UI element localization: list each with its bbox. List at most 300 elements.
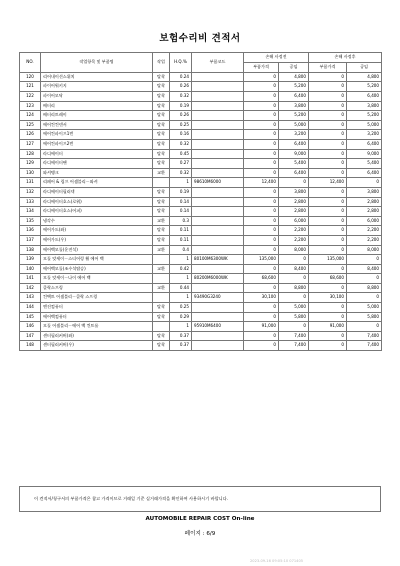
- row-after-parts: 0: [309, 120, 347, 130]
- row-after-parts: 30,100: [309, 293, 347, 303]
- row-work: 탈착: [153, 341, 170, 351]
- row-item: 와셔탱크: [41, 168, 153, 178]
- row-item: 냉각수: [41, 216, 153, 226]
- row-work: 탈착: [153, 72, 170, 82]
- row-hq: 0.19: [170, 187, 192, 197]
- row-hq: 1: [170, 322, 192, 332]
- row-item: 리페어 & 림프 어셈블리－와셔: [41, 178, 153, 188]
- row-before-parts: 135,000: [244, 255, 279, 265]
- table-row: [20, 226, 382, 236]
- row-hq: 0.26: [170, 111, 192, 121]
- row-before-labor: 0: [279, 255, 309, 265]
- header-hq: H.Q.%: [170, 53, 192, 73]
- table-row: [20, 293, 382, 303]
- row-no: 120: [20, 72, 41, 82]
- row-work: 교환: [153, 264, 170, 274]
- table-row: [20, 197, 382, 207]
- header-after-group: 손해 사정후: [309, 53, 382, 63]
- row-before-parts: 91,000: [244, 322, 279, 332]
- row-after-labor: 7,400: [347, 341, 382, 351]
- row-no: 126: [20, 130, 41, 140]
- row-before-parts: 0: [244, 264, 279, 274]
- row-hq: 0.32: [170, 139, 192, 149]
- table-row: [20, 187, 382, 197]
- row-before-parts: 0: [244, 92, 279, 102]
- row-before-parts: 0: [244, 120, 279, 130]
- row-code: [192, 216, 244, 226]
- row-before-labor: 6,400: [279, 139, 309, 149]
- row-code: [192, 312, 244, 322]
- row-before-parts: 0: [244, 139, 279, 149]
- row-code: 93490G3240: [192, 293, 244, 303]
- row-before-labor: 5,200: [279, 111, 309, 121]
- row-work: [153, 255, 170, 265]
- row-hq: 0.14: [170, 207, 192, 217]
- footer-title: AUTOMOBILE REPAIR COST On-line: [145, 516, 255, 522]
- table-row: [20, 168, 382, 178]
- row-before-parts: 0: [244, 111, 279, 121]
- row-hq: 0.4: [170, 245, 192, 255]
- timestamp-watermark: 2023-09-16 09:05:10 071405: [250, 559, 304, 563]
- row-before-parts: 0: [244, 72, 279, 82]
- row-code: [192, 303, 244, 313]
- header-no: NO.: [20, 53, 41, 73]
- row-after-labor: 7,400: [347, 331, 382, 341]
- row-after-labor: 8,800: [347, 283, 382, 293]
- row-after-labor: 0: [347, 274, 382, 284]
- row-before-labor: 5,400: [279, 159, 309, 169]
- row-before-parts: 0: [244, 149, 279, 159]
- row-after-parts: 0: [309, 245, 347, 255]
- row-item: 에어백모듈(운전석): [41, 245, 153, 255]
- row-work: 탈착: [153, 312, 170, 322]
- row-no: 135: [20, 216, 41, 226]
- row-no: 132: [20, 187, 41, 197]
- row-hq: 1: [170, 274, 192, 284]
- row-item: 에어컨파이프2번: [41, 139, 153, 149]
- row-hq: 0.19: [170, 101, 192, 111]
- table-row: [20, 130, 382, 140]
- row-before-labor: 5,200: [279, 82, 309, 92]
- row-work: [153, 178, 170, 188]
- row-no: 128: [20, 149, 41, 159]
- row-item: 에어백모듈(조수석탑승): [41, 264, 153, 274]
- row-after-labor: 8,400: [347, 264, 382, 274]
- row-no: 137: [20, 235, 41, 245]
- row-work: 탈착: [153, 111, 170, 121]
- row-after-labor: 6,400: [347, 92, 382, 102]
- row-code: [192, 159, 244, 169]
- row-code: [192, 120, 244, 130]
- row-before-labor: 0: [279, 274, 309, 284]
- row-after-parts: 0: [309, 331, 347, 341]
- row-item: 리어내이션스위치: [41, 72, 153, 82]
- row-hq: 0.29: [170, 312, 192, 322]
- table-row: [20, 331, 382, 341]
- table-row: [20, 235, 382, 245]
- row-before-parts: 0: [244, 331, 279, 341]
- row-after-parts: 0: [309, 92, 347, 102]
- estimate-table: [19, 52, 382, 351]
- row-before-parts: 0: [244, 283, 279, 293]
- row-after-labor: 3,200: [347, 130, 382, 140]
- table-row: [20, 139, 382, 149]
- table-row: [20, 303, 382, 313]
- row-after-parts: 0: [309, 130, 347, 140]
- row-hq: 0.3: [170, 216, 192, 226]
- row-item: 파이어모닥: [41, 92, 153, 102]
- row-work: 교환: [153, 216, 170, 226]
- table-row: [20, 178, 382, 188]
- row-hq: 0.24: [170, 72, 192, 82]
- row-after-labor: 5,000: [347, 303, 382, 313]
- row-code: [192, 82, 244, 92]
- row-hq: 1: [170, 293, 192, 303]
- row-work: [153, 322, 170, 332]
- row-before-parts: 0: [244, 216, 279, 226]
- row-work: 교환: [153, 245, 170, 255]
- row-code: [192, 197, 244, 207]
- table-row: [20, 111, 382, 121]
- row-work: 탈착: [153, 159, 170, 169]
- row-code: [192, 149, 244, 159]
- row-after-parts: 0: [309, 101, 347, 111]
- row-after-parts: 0: [309, 149, 347, 159]
- table-row: [20, 159, 382, 169]
- row-item: 라디에이터호스(로워): [41, 197, 153, 207]
- row-work: 탈착: [153, 331, 170, 341]
- row-item: 배터리트레이: [41, 111, 153, 121]
- document-title: 보험수리비 견적서: [159, 33, 241, 44]
- row-after-labor: 0: [347, 322, 382, 332]
- table-row: [20, 101, 382, 111]
- header-item: 작업항목 및 부품명: [41, 53, 153, 73]
- row-after-parts: 0: [309, 197, 347, 207]
- row-item: 센터필러커버(좌): [41, 331, 153, 341]
- row-hq: 0.44: [170, 283, 192, 293]
- row-after-labor: 5,000: [347, 120, 382, 130]
- row-code: [192, 72, 244, 82]
- row-before-parts: 0: [244, 101, 279, 111]
- row-before-labor: 7,400: [279, 331, 309, 341]
- row-no: 124: [20, 111, 41, 121]
- row-work: 탈착: [153, 207, 170, 217]
- row-after-parts: 91,000: [309, 322, 347, 332]
- table-row: [20, 245, 382, 255]
- price-disclaimer-note: 이 견적서/청구서의 부품가격은 참고 가격이므로 거래일 기준 실거래가격을 확인하여 사용하시기 바랍니다.: [19, 486, 381, 512]
- table-row: [20, 82, 382, 92]
- row-before-labor: 3,800: [279, 187, 309, 197]
- row-code: [192, 101, 244, 111]
- row-item: 에어백컴퓨터: [41, 312, 153, 322]
- table-row: [20, 264, 382, 274]
- row-item: 라디에이터호스(어퍼): [41, 207, 153, 217]
- row-work: 탈착: [153, 235, 170, 245]
- row-code: [192, 264, 244, 274]
- row-work: 교환: [153, 283, 170, 293]
- row-before-parts: 0: [244, 197, 279, 207]
- header-before-group: 손해 사정전: [244, 53, 309, 63]
- row-before-labor: 6,400: [279, 168, 309, 178]
- row-work: 교환: [153, 168, 170, 178]
- row-no: 141: [20, 274, 41, 284]
- row-no: 122: [20, 92, 41, 102]
- row-no: 142: [20, 283, 41, 293]
- table-row: [20, 341, 382, 351]
- row-after-parts: 0: [309, 72, 347, 82]
- row-after-labor: 5,400: [347, 159, 382, 169]
- row-after-labor: 2,800: [347, 207, 382, 217]
- row-before-labor: 2,200: [279, 235, 309, 245]
- row-item: 에어가드(좌): [41, 226, 153, 236]
- row-after-parts: 0: [309, 159, 347, 169]
- row-code: [192, 207, 244, 217]
- row-after-parts: 0: [309, 207, 347, 217]
- row-before-parts: 0: [244, 341, 279, 351]
- row-work: 탈착: [153, 139, 170, 149]
- row-code: 95910M6400: [192, 322, 244, 332]
- row-after-labor: 0: [347, 255, 382, 265]
- row-after-parts: 68,600: [309, 274, 347, 284]
- row-hq: 0.25: [170, 303, 192, 313]
- row-after-labor: 0: [347, 178, 382, 188]
- row-no: 144: [20, 303, 41, 313]
- row-before-parts: 0: [244, 168, 279, 178]
- row-code: [192, 92, 244, 102]
- row-before-parts: 0: [244, 159, 279, 169]
- row-after-labor: 6,400: [347, 139, 382, 149]
- row-no: 134: [20, 207, 41, 217]
- row-no: 139: [20, 255, 41, 265]
- row-after-labor: 3,800: [347, 101, 382, 111]
- row-work: [153, 274, 170, 284]
- row-code: [192, 111, 244, 121]
- row-item: 컨택트 어셈블리－클락 스프링: [41, 293, 153, 303]
- row-hq: 0.16: [170, 130, 192, 140]
- table-row: [20, 72, 382, 82]
- row-before-parts: 0: [244, 130, 279, 140]
- row-work: 탈착: [153, 92, 170, 102]
- row-work: 탈착: [153, 130, 170, 140]
- row-before-labor: 8,000: [279, 245, 309, 255]
- row-no: 146: [20, 322, 41, 332]
- row-before-labor: 5,000: [279, 303, 309, 313]
- row-after-parts: 0: [309, 216, 347, 226]
- row-hq: 0.32: [170, 168, 192, 178]
- header-after-parts: 부품가격: [309, 62, 347, 72]
- row-hq: 0.25: [170, 120, 192, 130]
- row-before-labor: 2,800: [279, 207, 309, 217]
- row-no: 129: [20, 159, 41, 169]
- row-item: 엔진컴퓨터: [41, 303, 153, 313]
- row-no: 147: [20, 331, 41, 341]
- row-item: 모듈 앗세이－나이 에어 백: [41, 274, 153, 284]
- row-after-parts: 0: [309, 235, 347, 245]
- row-after-labor: 5,200: [347, 111, 382, 121]
- row-item: 파이어워키지: [41, 82, 153, 92]
- row-after-parts: 135,000: [309, 255, 347, 265]
- row-after-parts: 12,400: [309, 178, 347, 188]
- row-before-parts: 0: [244, 226, 279, 236]
- row-no: 125: [20, 120, 41, 130]
- row-code: [192, 168, 244, 178]
- row-before-labor: 6,400: [279, 92, 309, 102]
- row-hq: 0.26: [170, 82, 192, 92]
- row-no: 143: [20, 293, 41, 303]
- row-work: 탈착: [153, 120, 170, 130]
- row-item: 에어컨컨덴서: [41, 120, 153, 130]
- row-before-labor: 7,400: [279, 341, 309, 351]
- row-before-labor: 4,800: [279, 72, 309, 82]
- row-item: 에어가드(우): [41, 235, 153, 245]
- row-code: [192, 283, 244, 293]
- row-no: 133: [20, 197, 41, 207]
- row-work: 탈착: [153, 187, 170, 197]
- row-after-parts: 0: [309, 264, 347, 274]
- row-before-parts: 0: [244, 235, 279, 245]
- row-hq: 0.37: [170, 331, 192, 341]
- row-hq: 0.45: [170, 149, 192, 159]
- row-after-labor: 5,800: [347, 312, 382, 322]
- row-code: [192, 245, 244, 255]
- row-hq: 0.11: [170, 235, 192, 245]
- row-after-labor: 2,200: [347, 226, 382, 236]
- row-after-parts: 0: [309, 312, 347, 322]
- row-hq: 1: [170, 178, 192, 188]
- row-before-labor: 5,800: [279, 312, 309, 322]
- row-after-parts: 0: [309, 82, 347, 92]
- row-after-parts: 0: [309, 226, 347, 236]
- row-after-labor: 2,200: [347, 235, 382, 245]
- row-work: 탈착: [153, 197, 170, 207]
- row-code: [192, 139, 244, 149]
- row-after-labor: 9,000: [347, 149, 382, 159]
- row-before-labor: 5,000: [279, 120, 309, 130]
- row-after-parts: 0: [309, 283, 347, 293]
- row-before-parts: 68,600: [244, 274, 279, 284]
- table-row: [20, 312, 382, 322]
- row-no: 123: [20, 101, 41, 111]
- row-code: [192, 187, 244, 197]
- row-before-parts: 0: [244, 187, 279, 197]
- row-before-labor: 0: [279, 178, 309, 188]
- row-before-labor: 2,200: [279, 226, 309, 236]
- page-number: 페이지 : 6/9: [184, 531, 216, 537]
- row-code: [192, 235, 244, 245]
- row-work: 탈착: [153, 101, 170, 111]
- row-item: 배터리: [41, 101, 153, 111]
- row-before-labor: 3,800: [279, 101, 309, 111]
- row-after-parts: 0: [309, 139, 347, 149]
- header-after-labor: 공임: [347, 62, 382, 72]
- row-before-parts: 30,100: [244, 293, 279, 303]
- row-item: 모듈 어셈블리－에어 백 컨트롤: [41, 322, 153, 332]
- row-no: 138: [20, 245, 41, 255]
- table-row: [20, 149, 382, 159]
- table-row: [20, 207, 382, 217]
- row-item: 라디에이터: [41, 149, 153, 159]
- row-item: 센터필러커버(우): [41, 341, 153, 351]
- row-code: 80200M6000WK: [192, 274, 244, 284]
- row-item: 클락스프링: [41, 283, 153, 293]
- table-row: [20, 120, 382, 130]
- table-row: [20, 216, 382, 226]
- row-before-labor: 8,800: [279, 283, 309, 293]
- row-after-labor: 4,800: [347, 72, 382, 82]
- table-row: [20, 322, 382, 332]
- header-before-labor: 공임: [279, 62, 309, 72]
- row-item: 모듈 앗세이－스티어링 휠 에어 백: [41, 255, 153, 265]
- row-before-parts: 0: [244, 303, 279, 313]
- row-no: 136: [20, 226, 41, 236]
- row-after-labor: 8,000: [347, 245, 382, 255]
- row-code: [192, 226, 244, 236]
- row-code: [192, 130, 244, 140]
- row-no: 148: [20, 341, 41, 351]
- table-row: [20, 255, 382, 265]
- header-before-parts: 부품가격: [244, 62, 279, 72]
- row-hq: 0.11: [170, 226, 192, 236]
- row-after-labor: 0: [347, 293, 382, 303]
- row-after-labor: 5,200: [347, 82, 382, 92]
- row-before-labor: 0: [279, 293, 309, 303]
- row-before-labor: 0: [279, 322, 309, 332]
- row-after-parts: 0: [309, 187, 347, 197]
- row-before-parts: 0: [244, 312, 279, 322]
- row-code: [192, 331, 244, 341]
- row-no: 145: [20, 312, 41, 322]
- row-after-labor: 3,800: [347, 187, 382, 197]
- table-row: [20, 274, 382, 284]
- row-after-parts: 0: [309, 168, 347, 178]
- row-no: 121: [20, 82, 41, 92]
- row-item: 에어컨파이프1번: [41, 130, 153, 140]
- row-code: 98610M6000: [192, 178, 244, 188]
- row-item: 라디에이터팬: [41, 159, 153, 169]
- row-work: 탈착: [153, 226, 170, 236]
- row-before-labor: 8,400: [279, 264, 309, 274]
- row-before-parts: 0: [244, 207, 279, 217]
- header-work: 작업: [153, 53, 170, 73]
- row-no: 127: [20, 139, 41, 149]
- row-hq: 0.32: [170, 92, 192, 102]
- row-code: [192, 341, 244, 351]
- header-code: 부품코드: [192, 53, 244, 73]
- row-before-parts: 12,400: [244, 178, 279, 188]
- row-before-labor: 6,000: [279, 216, 309, 226]
- row-after-labor: 6,000: [347, 216, 382, 226]
- row-hq: 0.42: [170, 264, 192, 274]
- row-after-labor: 6,400: [347, 168, 382, 178]
- row-hq: 0.14: [170, 197, 192, 207]
- row-after-labor: 2,800: [347, 197, 382, 207]
- header-row-1: [20, 53, 382, 63]
- row-before-parts: 0: [244, 245, 279, 255]
- row-work: 탈착: [153, 149, 170, 159]
- row-before-parts: 0: [244, 82, 279, 92]
- row-after-parts: 0: [309, 111, 347, 121]
- row-after-parts: 0: [309, 341, 347, 351]
- row-item: 라디에이터필러넥: [41, 187, 153, 197]
- row-hq: 0.27: [170, 159, 192, 169]
- row-work: [153, 293, 170, 303]
- row-work: 탈착: [153, 82, 170, 92]
- table-row: [20, 92, 382, 102]
- row-before-labor: 2,800: [279, 197, 309, 207]
- row-hq: 0.37: [170, 341, 192, 351]
- table-row: [20, 283, 382, 293]
- row-no: 131: [20, 178, 41, 188]
